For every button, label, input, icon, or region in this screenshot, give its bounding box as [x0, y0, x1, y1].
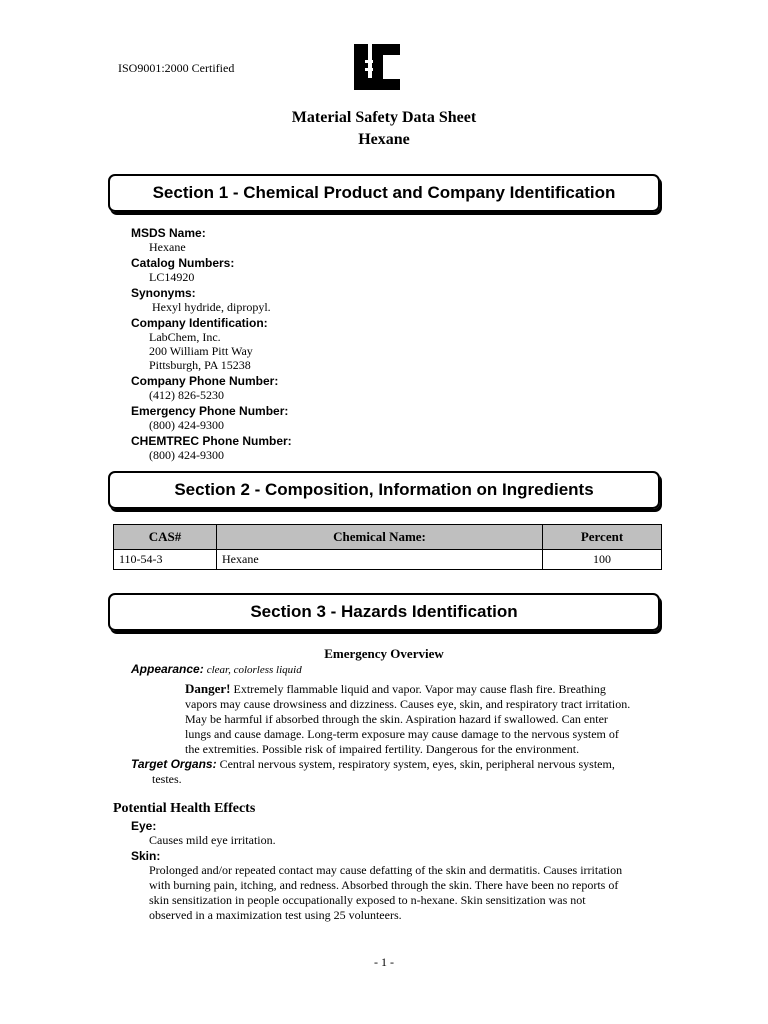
emergency-phone-value: (800) 424-9300: [149, 418, 224, 432]
company-phone-label: Company Phone Number:: [131, 374, 279, 388]
catalog-numbers-label: Catalog Numbers:: [131, 256, 235, 270]
danger-line-2: vapors may cause drowsiness and dizziness. Causes eye, skin, and respiratory tract irritation.: [185, 697, 631, 711]
table-row: [114, 550, 662, 570]
danger-label: Danger!: [185, 681, 231, 696]
iso-certification: ISO9001:2000 Certified: [118, 61, 235, 75]
section-1-body: [131, 226, 292, 462]
table-header-cas: CAS#: [114, 525, 217, 550]
table-header-chemical-name: Chemical Name:: [217, 525, 543, 550]
page-number: - 1 -: [374, 955, 394, 969]
target-organs-label: Target Organs:: [131, 757, 217, 771]
skin-effects: [131, 849, 671, 923]
skin-line-2: with burning pain, itching, and redness. Absorbed through the skin. There have been no reports of: [149, 878, 619, 892]
company-phone-value: (412) 826-5230: [149, 388, 224, 402]
section-3-heading: Section 3 - Hazards Identification: [108, 593, 660, 631]
msds-name-label: MSDS Name:: [131, 226, 206, 240]
synonyms-label: Synonyms:: [131, 286, 196, 300]
target-organs-line-2: testes.: [152, 772, 182, 786]
table-cell-cas: 110-54-3: [114, 550, 217, 570]
document-subtitle: Hexane: [358, 131, 410, 148]
company-city: Pittsburgh, PA 15238: [149, 358, 251, 372]
target-organs-line-1: Central nervous system, respiratory system, eyes, skin, peripheral nervous system,: [219, 757, 615, 771]
emergency-overview-heading: Emergency Overview: [324, 646, 444, 661]
appearance-line: [131, 662, 302, 677]
labchem-logo-icon: [352, 42, 402, 92]
danger-line-3: May be harmful if absorbed through the skin. Aspiration hazard if swallowed. Can enter: [185, 712, 608, 726]
potential-health-effects-heading: Potential Health Effects: [113, 801, 256, 816]
danger-line-1: Extremely flammable liquid and vapor. Vapor may cause flash fire. Breathing: [233, 682, 606, 696]
table-cell-percent: 100: [543, 550, 662, 570]
chemtrec-phone-value: (800) 424-9300: [149, 448, 224, 462]
target-organs: [131, 757, 671, 787]
msds-name-value: Hexane: [149, 240, 186, 254]
company-name: LabChem, Inc.: [149, 330, 221, 344]
eye-label: Eye:: [131, 819, 157, 833]
danger-line-4: lungs and cause damage. Long-term exposure may cause damage to the nervous system of: [185, 727, 619, 741]
eye-value: Causes mild eye irritation.: [149, 833, 276, 847]
catalog-numbers-value: LC14920: [149, 270, 195, 284]
synonyms-value: Hexyl hydride, dipropyl.: [152, 300, 271, 314]
skin-label: Skin:: [131, 849, 161, 863]
table-header-row: [114, 525, 662, 550]
danger-line-5: the extremities. Possible risk of impaired fertility. Dangerous for the environment.: [185, 742, 580, 756]
danger-statement: [185, 681, 675, 757]
appearance-label: Appearance:: [131, 662, 204, 676]
composition-table: [113, 524, 662, 570]
document-title: Material Safety Data Sheet: [291, 109, 477, 126]
chemtrec-phone-label: CHEMTREC Phone Number:: [131, 434, 292, 448]
section-1-heading: Section 1 - Chemical Product and Company Identification: [108, 174, 660, 212]
emergency-phone-label: Emergency Phone Number:: [131, 404, 289, 418]
table-cell-chemical-name: Hexane: [217, 550, 543, 570]
skin-line-4: observed in a maximization test using 25 volunteers.: [149, 908, 402, 922]
section-2-heading: Section 2 - Composition, Information on Ingredients: [108, 471, 660, 509]
eye-effects: [131, 819, 276, 848]
skin-line-3: skin sensitization in people occupationally exposed to n-hexane. Skin sensitization was not: [149, 893, 586, 907]
company-street: 200 William Pitt Way: [149, 344, 253, 358]
table-header-percent: Percent: [543, 525, 662, 550]
company-identification-label: Company Identification:: [131, 316, 268, 330]
skin-line-1: Prolonged and/or repeated contact may cause defatting of the skin and dermatitis. Causes irritation: [149, 863, 623, 877]
appearance-value: clear, colorless liquid: [206, 664, 302, 676]
